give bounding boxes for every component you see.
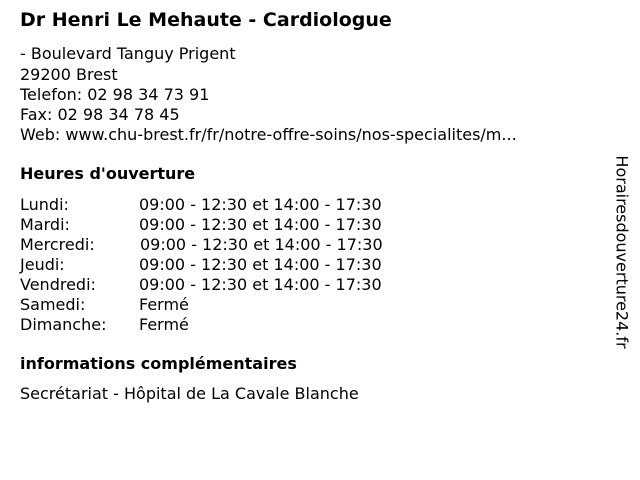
time-value: 09:00 - 12:30 et 14:00 - 17:30: [139, 255, 382, 274]
additional-info-text: Secrétariat - Hôpital de La Cavale Blanche: [20, 384, 359, 403]
additional-info-heading: informations complémentaires: [20, 354, 297, 373]
time-value: 09:00 - 12:30 et 14:00 - 17:30: [139, 215, 382, 234]
hours-row-monday: [20, 195, 440, 215]
hours-row-friday: [20, 275, 440, 295]
time-value: Fermé: [139, 315, 189, 334]
address-city: 29200 Brest: [20, 65, 118, 84]
website-link[interactable]: Web: www.chu-brest.fr/fr/notre-offre-soins/nos-specialites/m...: [20, 125, 517, 144]
hours-row-tuesday: [20, 215, 440, 235]
time-value: Fermé: [139, 295, 189, 314]
day-label: Vendredi:: [20, 275, 96, 294]
day-label: Mardi:: [20, 215, 70, 234]
fax-number: Fax: 02 98 34 78 45: [20, 105, 180, 124]
day-label: Lundi:: [20, 195, 69, 214]
hours-row-thursday: [20, 255, 440, 275]
phone-number: Telefon: 02 98 34 73 91: [20, 85, 210, 104]
opening-hours-heading: Heures d'ouverture: [20, 164, 196, 183]
address-street: - Boulevard Tanguy Prigent: [20, 44, 236, 63]
hours-row-saturday: [20, 295, 440, 315]
day-label: Mercredi:: [20, 235, 95, 254]
time-value: 09:00 - 12:30 et 14:00 - 17:30: [139, 275, 382, 294]
page-title: Dr Henri Le Mehaute - Cardiologue: [20, 9, 392, 31]
time-value: 09:00 - 12:30 et 14:00 - 17:30: [139, 195, 382, 214]
time-value: 09:00 - 12:30 et 14:00 - 17:30: [140, 235, 383, 254]
hours-row-sunday: [20, 315, 440, 335]
site-watermark: Horairesdouverture24.fr: [612, 155, 632, 349]
day-label: Dimanche:: [20, 315, 107, 334]
hours-row-wednesday: [20, 235, 440, 255]
day-label: Samedi:: [20, 295, 86, 314]
day-label: Jeudi:: [20, 255, 65, 274]
